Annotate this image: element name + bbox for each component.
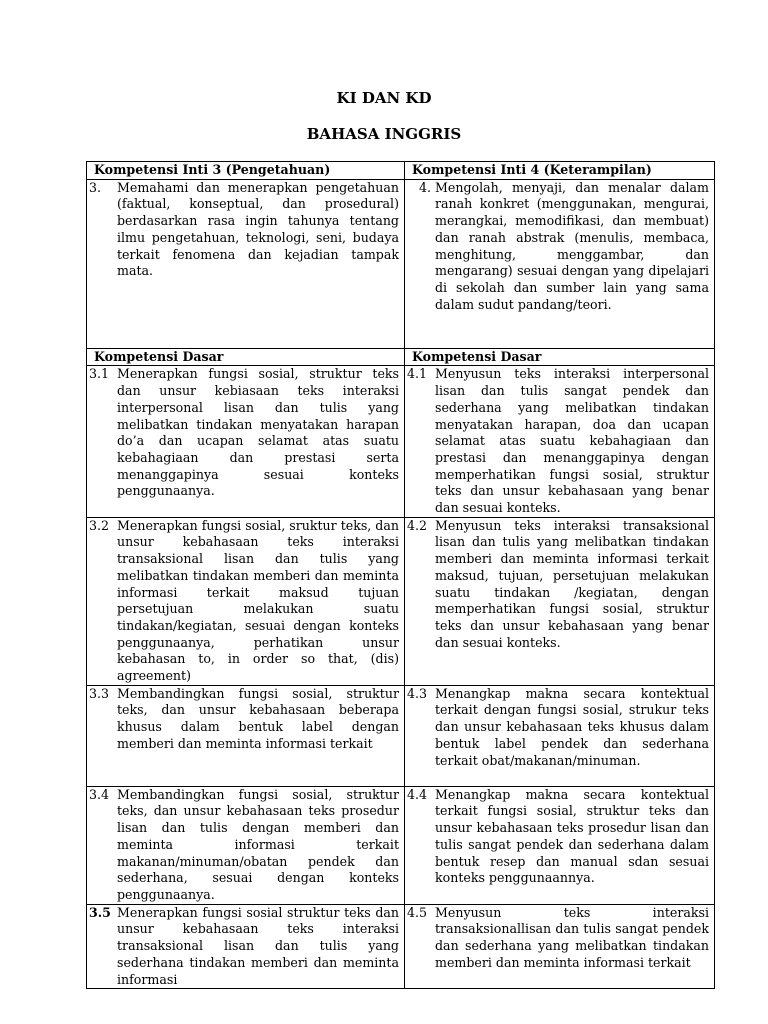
ki3-text: Memahami dan menerapkan pengetahuan (faktual, konseptual, dan prosedural) berdasarkan rasa ingin tahunya tentang ilmu pengetahuan, teknologi, seni, budaya terkait fenomena dan kejadian tampak mata. [117,179,399,279]
kd-right-cell [405,904,715,989]
kd-number: 3.5 [89,904,111,920]
kd-left-cell [87,366,405,517]
kd-left-header: Kompetensi Dasar [87,348,405,366]
ki4-cell [405,179,715,348]
kd-number: 4.5 [407,904,428,920]
ki3-header: Kompetensi Inti 3 (Pengetahuan) [87,162,405,180]
kd-header-row [87,348,715,366]
kd-text: Menangkap makna secara kontektual terkait dengan fungsi sosial, strukur teks dan unsur kebahasaan teks khusus dalam bentuk label pendek dan sederhana terkait obat/makanan/minuman. [435,685,709,768]
table-row [87,517,715,685]
kd-left-cell [87,517,405,685]
kd-text: Menyusun teks interaksi transaksionallisan dan tulis sangat pendek dan sederhana yang melibatkan tindakan memberi dan meminta informasi terkait [435,904,709,970]
kd-right-cell [405,685,715,786]
kd-left-cell [87,786,405,904]
kd-text: Menerapkan fungsi sosial struktur teks dan unsur kebahasaan teks interaksi transaksional lisan dan tulis yang sederhana tindakan memberi dan meminta informasi [117,904,399,987]
kd-number: 3.2 [89,517,110,533]
kd-text: Membandingkan fungsi sosial, struktur teks, dan unsur kebahasaan teks prosedur lisan dan tulis dengan memberi dan meminta informasi terkait makanan/minuman/obatan pendek dan sederhana, sesuai dengan konteks penggunaanya. [117,786,399,902]
kd-number: 4.2 [407,517,428,533]
table-row [87,786,715,904]
kd-number: 4.4 [407,786,428,802]
ki3-cell [87,179,405,348]
ki3-number: 3. [89,179,102,195]
document-subtitle: BAHASA INGGRIS [306,125,462,143]
kd-right-cell [405,517,715,685]
kd-text: Membandingkan fungsi sosial, struktur teks, dan unsur kebahasaan beberapa khusus dalam bentuk label dengan memberi dan meminta informasi terkait [117,685,399,751]
table-row [87,366,715,517]
ki-kd-table [86,161,715,989]
kd-text: Menyusun teks interaksi interpersonal lisan dan tulis sangat pendek dan sederhana yang melibatkan tindakan menyatakan harapan, doa dan ucapan selamat atas suatu kebahagiaan dan prestasi dan menanggapinya dengan memperhatikan fungsi sosial, struktur teks dan unsur kebahasaan yang benar dan sesuai konteks. [435,366,709,516]
kd-number: 4.1 [407,366,428,382]
kd-text: Menerapkan fungsi sosial, sruktur teks, dan unsur kebahasaan teks interaksi transaksional lisan dan tulis yang melibatkan tindakan memberi dan meminta informasi terkait maksud tujuan persetujuan melakukan suatu tindakan/kegiatan, sesuai dengan konteks penggunaanya, perhatikan unsur kebahasan to, in order so that, (dis) agreement) [117,517,399,684]
ki4-text: Mengolah, menyaji, dan menalar dalam ranah konkret (menggunakan, mengurai, merangkai, memodifikasi, dan membuat) dan ranah abstrak (menulis, membaca, menghitung, menggambar, dan mengarang) sesuai dengan yang dipelajari di sekolah dan sumber lain yang sama dalam sudut pandang/teori. [435,179,709,312]
kd-left-cell [87,904,405,989]
ki4-header: Kompetensi Inti 4 (Keterampilan) [405,162,715,180]
kd-number: 3.4 [89,786,110,802]
kd-number: 3.1 [89,366,110,382]
document-title: KI DAN KD [336,89,432,107]
kd-text: Menangkap makna secara kontektual terkait fungsi sosial, struktur teks dan unsur kebahasaan teks prosedur lisan dan tulis sangat pendek dan sederhana dalam bentuk resep dan manual sdan sesuai konteks penggunaannya. [435,786,709,886]
table-row [87,685,715,786]
kd-text: Menerapkan fungsi sosial, struktur teks dan unsur kebiasaan teks interaksi interpersonal lisan dan tulis yang melibatkan tindakan menyatakan harapan do’a dan ucapan selamat atas suatu kebahagiaan dan prestasi serta menanggapinya sesuai konteks penggunaanya. [117,366,399,499]
kd-right-cell [405,366,715,517]
kd-right-cell [405,786,715,904]
kd-text: Menyusun teks interaksi transaksional lisan dan tulis yang melibatkan tindakan memberi dan meminta informasi terkait maksud, tujuan, persetujuan melakukan suatu tindakan /kegiatan, dengan memperhatikan fungsi sosial, struktur teks dan unsur kebahasaan yang benar dan sesuai konteks. [435,517,709,650]
ki4-number: 4. [418,179,431,195]
kd-number: 4.3 [407,685,428,701]
table-row [87,904,715,989]
ki-header-row [87,162,715,180]
kd-left-cell [87,685,405,786]
ki-content-row [87,179,715,348]
kd-right-header: Kompetensi Dasar [405,348,715,366]
kd-number: 3.3 [89,685,110,701]
